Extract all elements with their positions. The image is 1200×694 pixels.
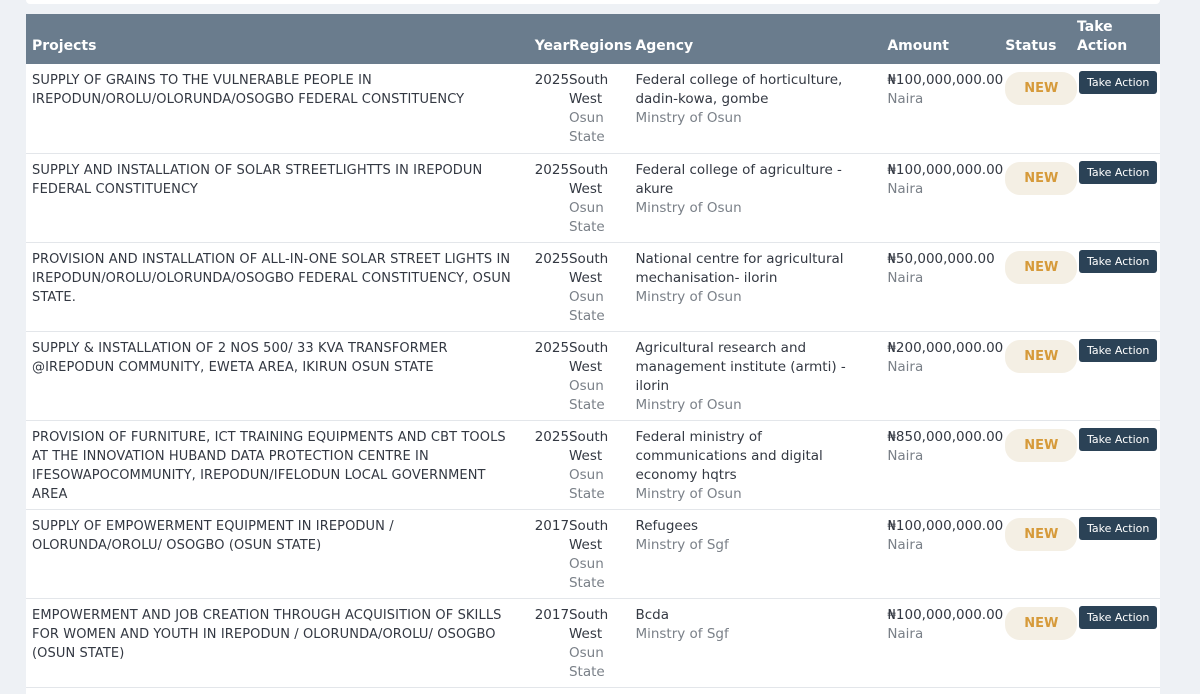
project-cell: PROVISION OF FURNITURE, ICT TRAINING EQUIPMENTS AND CBT TOOLS AT THE INNOVATION HUBAND DATA PROTECTION CENTRE IN IFESOWAPOCOMMUNITY, IREPODUN/IFELODUN LOCAL GOVERNMENT AREA — [32, 429, 506, 502]
take-action-button[interactable]: Take Action — [1079, 71, 1157, 94]
currency-text: Naira — [887, 625, 924, 642]
year-cell: 2017 — [534, 606, 570, 623]
currency-text: Naira — [887, 447, 924, 464]
ministry-text: Minstry of Sgf — [635, 536, 729, 553]
project-cell: SUPPLY OF EMPOWERMENT EQUIPMENT IN IREPODUN / OLORUNDA/OROLU/ OSOGBO (OSUN STATE) — [32, 518, 394, 553]
region-cell — [563, 598, 629, 687]
state-text: Osun State — [568, 377, 605, 413]
agency-cell — [629, 153, 881, 242]
region-text: South West — [568, 72, 609, 107]
region-cell — [563, 509, 629, 598]
region-cell — [563, 331, 629, 420]
region-text: South West — [568, 339, 609, 375]
agency-text: Bcda — [635, 606, 669, 623]
table-header — [26, 14, 1160, 64]
state-text: Osun State — [568, 110, 605, 145]
year-cell: 2025 — [534, 339, 570, 356]
table-body — [26, 64, 1160, 687]
amount-cell — [881, 64, 1004, 153]
region-text: South West — [568, 606, 609, 642]
status-cell — [999, 153, 1071, 242]
region-text: South West — [568, 428, 609, 464]
amount-text: ₦100,000,000.00 — [887, 517, 1004, 534]
status-cell — [999, 331, 1071, 420]
currency-text: Naira — [887, 91, 924, 107]
amount-cell — [881, 242, 999, 331]
agency-cell — [629, 242, 881, 331]
take-action-button[interactable]: Take Action — [1079, 606, 1157, 629]
action-cell — [1071, 64, 1160, 153]
take-action-button[interactable]: Take Action — [1079, 161, 1157, 184]
currency-text: Naira — [887, 180, 924, 197]
ministry-text: Minstry of Sgf — [635, 625, 729, 642]
agency-text: Federal ministry of communications and digital economy hqtrs — [635, 428, 823, 483]
header-projects[interactable]: Projects — [32, 38, 97, 54]
amount-cell — [881, 598, 1004, 687]
status-cell — [999, 509, 1071, 598]
state-text: Osun State — [568, 288, 605, 324]
agency-text: Federal college of horticulture, dadin-kowa, gombe — [635, 72, 843, 107]
amount-text: ₦100,000,000.00 — [887, 72, 1004, 88]
currency-text: Naira — [887, 536, 924, 553]
table-row — [26, 64, 1160, 153]
agency-text: National centre for agricultural mechanisation- ilorin — [635, 250, 844, 286]
ministry-text: Minstry of Osun — [635, 485, 742, 502]
amount-text: ₦100,000,000.00 — [887, 161, 1004, 178]
region-text: South West — [568, 161, 609, 197]
status-badge: NEW — [1005, 340, 1077, 373]
header-take-action: Take Action — [1077, 19, 1128, 54]
status-cell — [999, 420, 1071, 509]
top-strip — [26, 0, 1160, 4]
state-text: Osun State — [568, 466, 605, 502]
state-text: Osun State — [568, 199, 605, 235]
status-badge: NEW — [1005, 162, 1077, 195]
agency-cell — [629, 420, 881, 509]
agency-cell — [629, 598, 881, 687]
project-cell: SUPPLY OF GRAINS TO THE VULNERABLE PEOPLE IN IREPODUN/OROLU/OLORUNDA/OSOGBO FEDERAL CONSTITUENCY — [32, 73, 465, 107]
take-action-button[interactable]: Take Action — [1079, 517, 1157, 540]
ministry-text: Minstry of Osun — [635, 199, 742, 216]
currency-text: Naira — [887, 269, 924, 286]
status-badge: NEW — [1005, 72, 1077, 105]
status-badge: NEW — [1005, 518, 1077, 551]
state-text: Osun State — [568, 644, 605, 680]
project-cell: EMPOWERMENT AND JOB CREATION THROUGH ACQUISITION OF SKILLS FOR WOMEN AND YOUTH IN IREPODUN / OLORUNDA/OROLU/ OSOGBO (OSUN STATE) — [32, 607, 502, 661]
header-agency[interactable]: Agency — [635, 38, 694, 54]
state-text: Osun State — [568, 555, 605, 591]
amount-text: ₦50,000,000.00 — [887, 250, 995, 267]
amount-text: ₦100,000,000.00 — [887, 606, 1004, 623]
ministry-text: Minstry of Osun — [635, 110, 742, 126]
region-text: South West — [568, 250, 609, 286]
project-cell: SUPPLY & INSTALLATION OF 2 NOS 500/ 33 KVA TRANSFORMER @IREPODUN COMMUNITY, EWETA AREA, IKIRUN OSUN STATE — [32, 340, 448, 375]
year-cell: 2025 — [534, 428, 570, 445]
status-cell — [999, 64, 1071, 153]
projects-table — [26, 14, 1160, 688]
agency-cell — [629, 64, 881, 153]
agency-cell — [629, 509, 881, 598]
status-cell — [999, 242, 1071, 331]
table-row — [26, 509, 1160, 598]
region-text: South West — [568, 517, 609, 553]
region-cell — [563, 153, 629, 242]
header-year[interactable]: Year — [534, 38, 570, 54]
action-cell — [1071, 509, 1160, 598]
action-cell — [1071, 331, 1160, 420]
action-cell — [1071, 242, 1160, 331]
header-regions[interactable]: Regions — [568, 38, 632, 54]
project-cell: SUPPLY AND INSTALLATION OF SOLAR STREETLIGHTTS IN IREPODUN FEDERAL CONSTITUENCY — [32, 162, 483, 197]
status-cell — [999, 598, 1071, 687]
take-action-button[interactable]: Take Action — [1079, 339, 1157, 362]
ministry-text: Minstry of Osun — [635, 396, 742, 413]
amount-cell — [881, 420, 1004, 509]
header-amount[interactable]: Amount — [887, 38, 949, 54]
ministry-text: Minstry of Osun — [635, 288, 742, 305]
table-header-row — [26, 14, 1160, 64]
action-cell — [1071, 420, 1160, 509]
year-cell: 2017 — [534, 517, 570, 534]
table-row — [26, 598, 1160, 687]
agency-text: Federal college of agriculture - akure — [635, 161, 842, 197]
action-cell — [1071, 598, 1160, 687]
table-row — [26, 242, 1160, 331]
take-action-button[interactable]: Take Action — [1079, 250, 1157, 273]
status-badge: NEW — [1005, 429, 1077, 462]
amount-text: ₦200,000,000.00 — [887, 339, 1004, 356]
agency-text: Agricultural research and management institute (armti) - ilorin — [635, 339, 846, 394]
header-status[interactable]: Status — [1005, 38, 1057, 54]
amount-text: ₦850,000,000.00 — [887, 428, 1004, 445]
project-cell: PROVISION AND INSTALLATION OF ALL-IN-ONE SOLAR STREET LIGHTS IN IREPODUN/OROLU/OLORUNDA/OSOGBO FEDERAL CONSTITUENCY, OSUN STATE. — [32, 251, 511, 305]
amount-cell — [881, 509, 1004, 598]
amount-cell — [881, 331, 1004, 420]
action-cell — [1071, 153, 1160, 242]
status-badge: NEW — [1005, 251, 1077, 284]
table-row — [26, 420, 1160, 509]
status-badge: NEW — [1005, 607, 1077, 640]
agency-text: Refugees — [635, 517, 699, 534]
region-cell — [563, 242, 629, 331]
amount-cell — [881, 153, 1004, 242]
year-cell: 2025 — [534, 72, 570, 88]
region-cell — [563, 64, 629, 153]
agency-cell — [629, 331, 881, 420]
year-cell: 2025 — [534, 250, 570, 267]
projects-table-card — [26, 14, 1160, 694]
region-cell — [563, 420, 629, 509]
table-row — [26, 153, 1160, 242]
currency-text: Naira — [887, 358, 924, 375]
table-row — [26, 331, 1160, 420]
year-cell: 2025 — [534, 161, 570, 178]
take-action-button[interactable]: Take Action — [1079, 428, 1157, 451]
